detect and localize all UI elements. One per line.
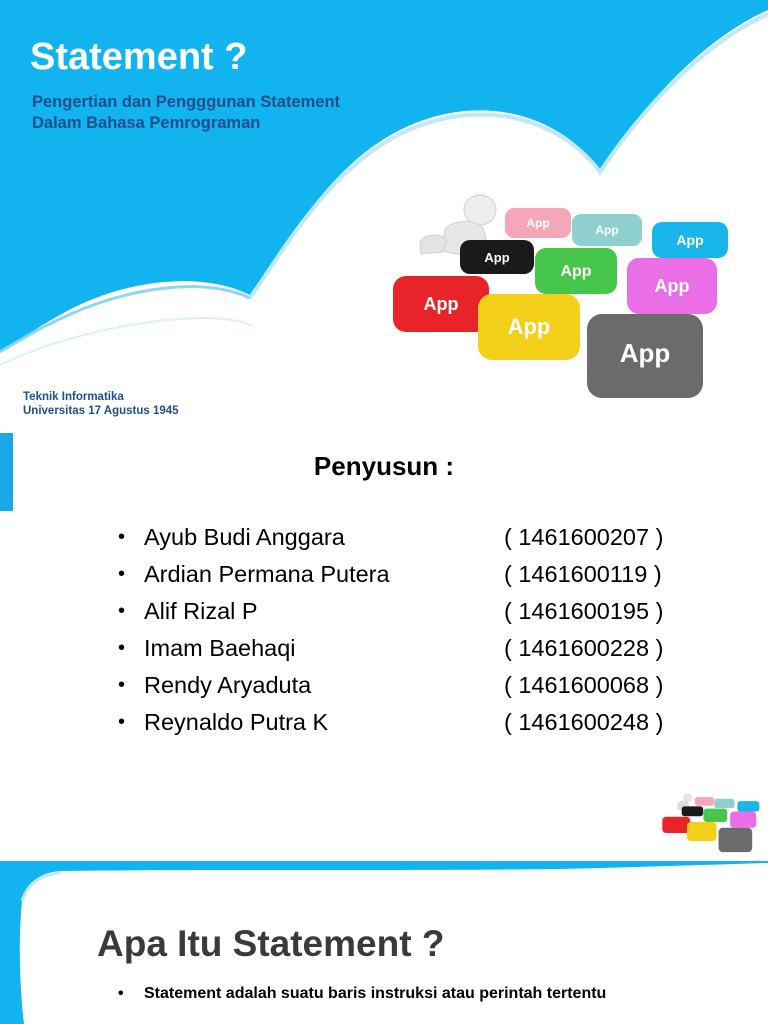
member-name: Rendy Aryaduta — [144, 672, 312, 698]
bullet: • — [118, 526, 126, 548]
app-keys-thumbnail — [660, 789, 760, 857]
slide-subtitle — [32, 92, 412, 134]
subtitle-line-1: Pengertian dan Pengggunan Statement — [32, 93, 341, 111]
svg-text:App: App — [526, 216, 550, 230]
bullet: • — [118, 985, 124, 1002]
slide-title: Statement ? — [30, 36, 248, 78]
slide-title: Apa Itu Statement ? — [97, 923, 445, 964]
app-key-teal — [572, 214, 642, 246]
bullet: • — [118, 637, 126, 659]
member-name: Reynaldo Putra K — [144, 709, 329, 735]
svg-text:App: App — [507, 314, 551, 339]
list-item — [118, 985, 606, 1003]
member-nim: ( 1461600207 ) — [504, 524, 664, 550]
member-nim: ( 1461600248 ) — [504, 709, 664, 735]
member-nim: ( 1461600195 ) — [504, 598, 664, 624]
app-key-magenta — [627, 258, 717, 314]
bullet: • — [118, 711, 126, 733]
member-list — [118, 519, 704, 741]
bullet: • — [118, 674, 126, 696]
svg-text:App: App — [619, 338, 671, 368]
member-nim: ( 1461600228 ) — [504, 635, 664, 661]
list-item — [118, 667, 704, 704]
list-item — [118, 630, 704, 667]
department-name: Teknik Informatika — [23, 391, 124, 403]
member-nim: ( 1461600068 ) — [504, 672, 664, 698]
app-key-red — [393, 276, 489, 332]
institution-label — [23, 390, 179, 418]
app-keys-illustration — [385, 190, 730, 405]
svg-text:App: App — [676, 232, 704, 248]
member-name: Ardian Permana Putera — [144, 561, 390, 587]
title-slide — [0, 0, 768, 433]
definition-slide — [0, 861, 768, 1024]
svg-text:App: App — [423, 294, 459, 314]
svg-text:App: App — [595, 223, 619, 237]
app-key-cyan — [652, 222, 728, 258]
svg-text:App: App — [560, 263, 592, 280]
authors-slide — [0, 433, 768, 861]
svg-text:App: App — [654, 276, 690, 296]
member-nim: ( 1461600119 ) — [504, 561, 662, 587]
bullet: • — [118, 600, 126, 622]
member-name: Ayub Budi Anggara — [144, 524, 345, 550]
app-key-green — [535, 248, 617, 294]
list-item — [118, 593, 704, 630]
list-item — [118, 519, 704, 556]
member-name: Alif Rizal P — [144, 598, 258, 624]
subtitle-line-2: Dalam Bahasa Pemrograman — [32, 114, 261, 132]
app-key-black — [460, 240, 534, 274]
app-key-pink-light — [505, 208, 571, 238]
app-key-yellow — [478, 294, 580, 360]
authors-heading: Penyusun : — [313, 451, 455, 481]
app-key-gray — [587, 314, 703, 398]
list-item — [118, 704, 704, 741]
definition-text: Statement adalah suatu baris instruksi atau perintah tertentu — [144, 985, 607, 1002]
member-name: Imam Baehaqi — [144, 635, 296, 661]
list-item — [118, 556, 704, 593]
svg-text:App: App — [484, 250, 510, 265]
bullet: • — [118, 563, 126, 585]
university-name: Universitas 17 Agustus 1945 — [23, 405, 179, 417]
